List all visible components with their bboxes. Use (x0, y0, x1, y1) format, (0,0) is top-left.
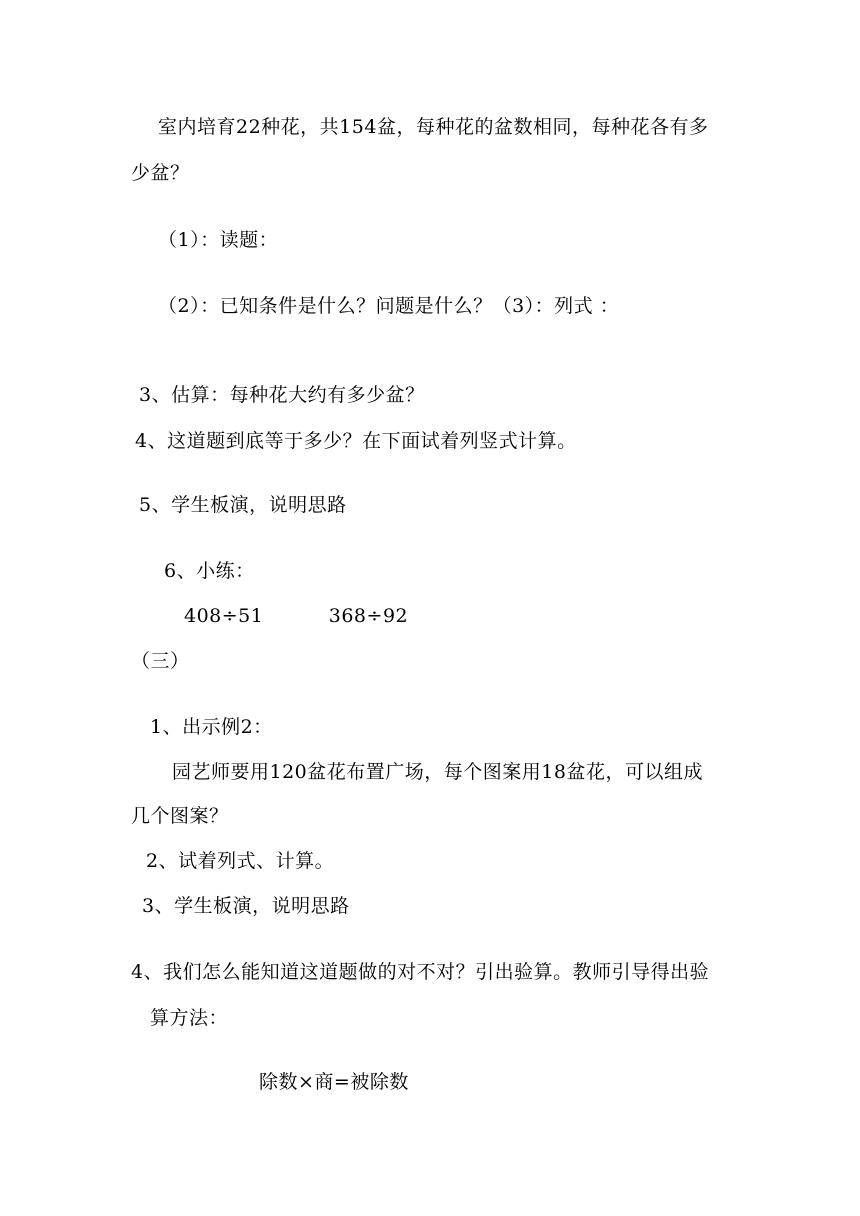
item-try: 2、试着列式、计算。 (146, 850, 335, 872)
problem2-line2: 几个图案？ (131, 805, 229, 827)
problem1-line2: 少盆？ (131, 162, 190, 184)
item-check-line2: 算方法： (150, 1007, 229, 1029)
formula: 除数×商=被除数 (259, 1071, 409, 1093)
item-board2: 3、学生板演，说明思路 (142, 895, 350, 917)
item-check-line1: 4、我们怎么能知道这道题做的对不对？引出验算。教师引导得出验 (131, 961, 710, 983)
section-three-heading: （三） (131, 650, 190, 672)
step-conditions: （2）：已知条件是什么？问题是什么？（3）：列式 ： (158, 295, 620, 317)
problem1-line1: 室内培育22种花，共154盆，每种花的盆数相同，每种花各有多 (158, 116, 709, 138)
item-estimate: 3、估算：每种花大约有多少盆？ (139, 384, 425, 406)
item-example2: 1、出示例2： (150, 716, 273, 738)
item-practice: 6、小练： (164, 560, 255, 582)
problem2-line1: 园艺师要用120盆花布置广场，每个图案用18盆花，可以组成 (172, 761, 703, 783)
step-read: （1）：读题： (158, 229, 279, 251)
practice-exercises: 408÷51 368÷92 (184, 605, 409, 627)
item-calculate: 4、这道题到底等于多少？在下面试着列竖式计算。 (135, 430, 577, 452)
item-board: 5、学生板演，说明思路 (139, 494, 347, 516)
